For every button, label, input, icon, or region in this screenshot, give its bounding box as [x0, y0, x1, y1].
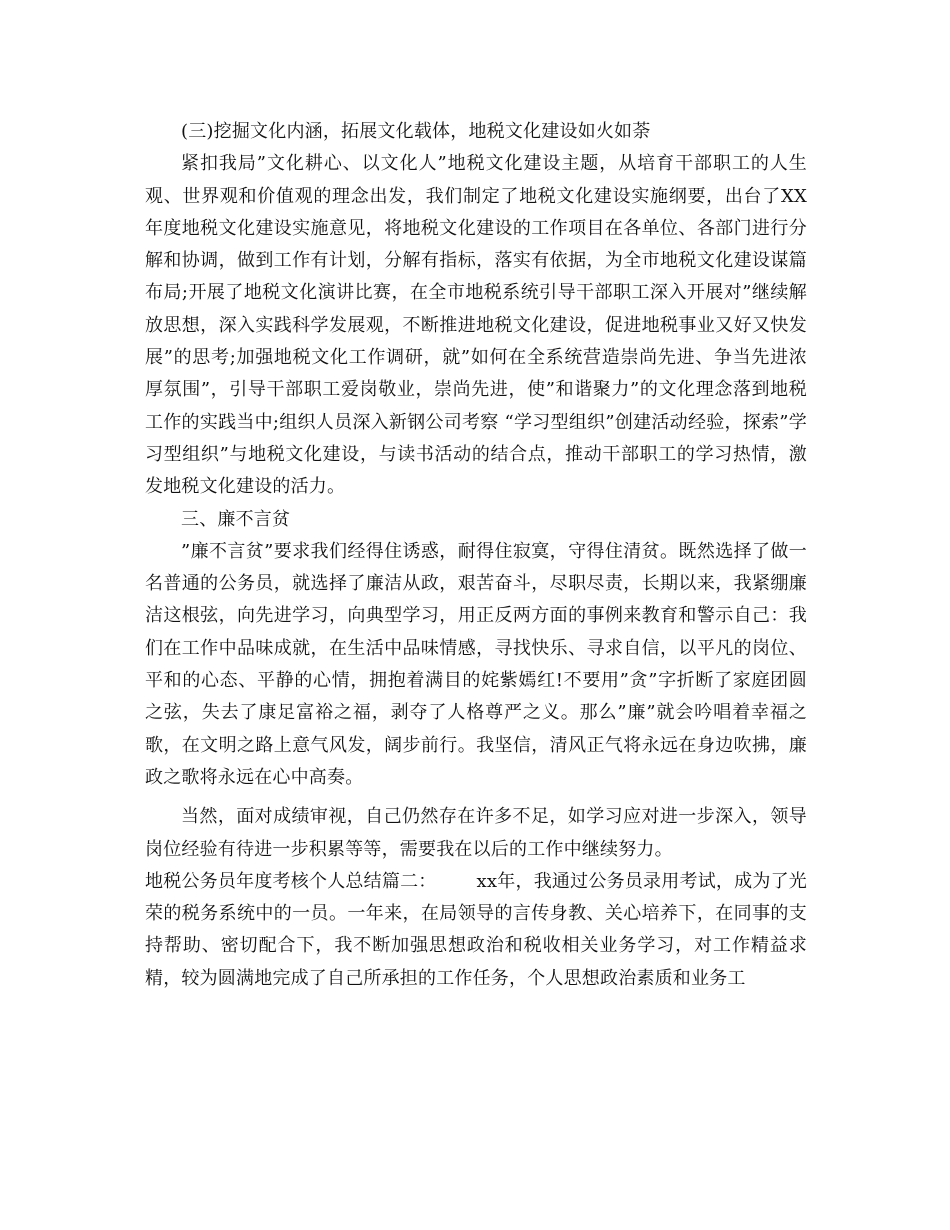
- part-two-text: xx年，我通过公务员录用考试，成为了光荣的税务系统中的一员。一年来，在局领导的言传身教、关心培养下，在同事的支持帮助、密切配合下，我不断加强思想政治和税收相关业务学习，对工作精益求精，较为圆满地完成了自己所承担的工作任务，个人思想政治素质和业务工: [145, 870, 808, 989]
- paragraph-integrity: ”廉不言贫”要求我们经得住诱惑，耐得住寂寞，守得住清贫。既然选择了做一名普通的公务员，就选择了廉洁从政，艰苦奋斗，尽职尽责，长期以来，我紧绷廉洁这根弦，向先进学习，向典型学习，用正反两方面的事例来教育和警示自己：我们在工作中品味成就，在生活中品味情感，寻找快乐、寻求自信，以平凡的岗位、平和的心态、平静的心情，拥抱着满目的姹紫嫣红!不要用”贪”字折断了家庭团圆之弦，失去了康足富裕之福，剥夺了人格尊严之义。那么”廉”就会吟唱着幸福之歌，在文明之路上意气风发，阔步前行。我坚信，清风正气将永远在身边吹拂，廉政之歌将永远在心中高奏。: [145, 540, 807, 788]
- part-two-title: 地税公务员年度考核个人总结篇二：: [145, 870, 437, 892]
- paragraph-shortcomings: 当然，面对成绩审视，自己仍然存在许多不足，如学习应对进一步深入，领导岗位经验有待进一步积累等等，需要我在以后的工作中继续努力。: [145, 806, 807, 860]
- section-heading-3: (三)挖掘文化内涵，拓展文化载体，地税文化建设如火如荼: [181, 121, 651, 142]
- section-heading-three: 三、廉不言贫: [181, 508, 291, 530]
- paragraph-culture-building: 紧扣我局”文化耕心、以文化人”地税文化建设主题，从培育干部职工的人生观、世界观和价值观的理念出发，我们制定了地税文化建设实施纲要，出台了XX年度地税文化建设实施意见，将地税文化建设的工作项目在各单位、各部门进行分解和协调，做到工作有计划，分解有指标，落实有依据，为全市地税文化建设谋篇布局;开展了地税文化演讲比赛，在全市地税系统引导干部职工深入开展对”继续解放思想，深入实践科学发展观，不断推进地税文化建设，促进地税事业又好又快发展”的思考;加强地税文化工作调研，就”如何在全系统营造崇尚先进、争当先进浓厚氛围”，引导干部职工爱岗敬业，崇尚先进，使”和谐聚力”的文化理念落到地税工作的实践当中;组织人员深入新钢公司考察 “学习型组织”创建活动经验，探索”学习型组织”与地税文化建设，与读书活动的结合点，推动干部职工的学习热情，激发地税文化建设的活力。: [145, 153, 807, 498]
- document-body: [145, 116, 807, 995]
- part-two-paragraph: [145, 866, 807, 995]
